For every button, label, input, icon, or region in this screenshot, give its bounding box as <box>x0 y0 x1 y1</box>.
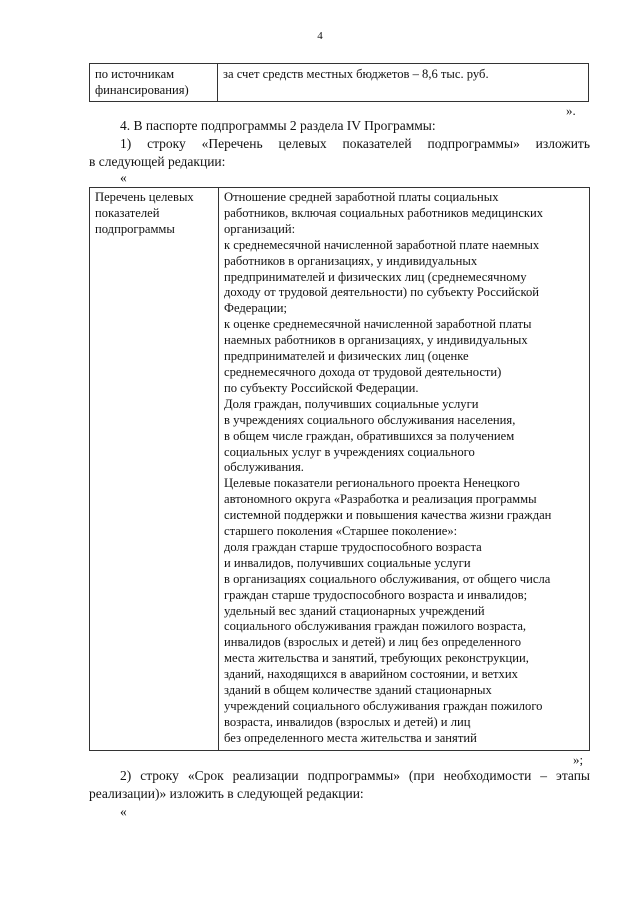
item-1-line: в следующей редакции: <box>89 154 226 169</box>
item-1-paragraph <box>89 135 590 171</box>
indicator-line: старшего поколения «Старшее поколение»: <box>224 524 458 539</box>
financing-label-line: финансирования) <box>95 82 189 97</box>
indicator-line: по субъекту Российской Федерации. <box>224 380 419 395</box>
indicator-line: обслуживания. <box>224 460 304 475</box>
indicators-label-cell <box>90 188 219 751</box>
indicator-line: системной поддержки и повышения качества жизни граждан <box>224 508 552 523</box>
opening-quote-2: « <box>120 804 127 819</box>
indicator-line: Отношение средней заработной платы социальных <box>224 190 499 204</box>
item-1-line: 1) строку «Перечень целевых показателей подпрограммы» изложить <box>120 136 590 151</box>
indicator-line: и инвалидов, получивших социальные услуги <box>224 555 471 570</box>
financing-table <box>89 63 589 102</box>
financing-label-line: по источникам <box>95 67 175 81</box>
indicators-label-line: показателей <box>95 205 160 220</box>
indicator-line: работников, включая социальных работников медицинских <box>224 205 544 220</box>
indicator-line: зданий, находящихся в аварийном состоянии, и ветхих <box>224 667 518 682</box>
indicator-line: предпринимателей и физических лиц (среднемесячному <box>224 269 527 284</box>
indicator-line: места жительства и занятий, требующих реконструкции, <box>224 651 529 666</box>
indicator-line: среднемесячного дохода от трудовой деятельности) <box>224 364 502 379</box>
indicator-line: зданий в общем количестве зданий стационарных <box>224 683 492 698</box>
item-4-line: 4. В паспорте подпрограммы 2 раздела IV Программы: <box>120 118 436 133</box>
indicator-line: без определенного места жительства и занятий <box>224 730 477 745</box>
indicators-value-cell <box>219 188 590 751</box>
indicator-line: граждан старше трудоспособного возраста и инвалидов; <box>224 587 528 602</box>
indicator-line: к среднемесячной начисленной заработной плате наемных <box>224 237 540 252</box>
item-4-paragraph <box>89 117 621 135</box>
indicator-line: социального обслуживания граждан пожилого возраста, <box>224 619 527 634</box>
indicator-line: доходу от трудовой деятельности) по субъекту Российской <box>224 285 539 300</box>
indicator-line: инвалидов (взрослых и детей) и лиц без определенного <box>224 635 522 650</box>
indicator-line: возраста, инвалидов (взрослых и детей) и лиц <box>224 714 471 729</box>
indicator-line: в организациях социального обслуживания, от общего числа <box>224 571 551 586</box>
indicator-line: организаций: <box>224 221 296 236</box>
indicator-line: в общем числе граждан, обратившихся за получением <box>224 428 515 443</box>
page-number: 4 <box>317 30 323 42</box>
indicator-line: автономного округа «Разработка и реализация программы <box>224 492 537 507</box>
item-2-line: 2) строку «Срок реализации подпрограммы» (при необходимости – этапы <box>120 768 590 783</box>
closing-quote-2: »; <box>573 752 584 767</box>
indicator-line: наемных работников в организациях, у индивидуальных <box>224 333 528 348</box>
indicator-line: социальных услуг в учреждениях социального <box>224 444 475 459</box>
indicator-line: к оценке среднемесячной начисленной заработной платы <box>224 317 532 332</box>
indicator-line: работников в организациях, у индивидуальных <box>224 253 478 268</box>
opening-quote-1: « <box>120 170 127 185</box>
closing-quote-1: ». <box>566 103 576 118</box>
item-2-line: реализации)» изложить в следующей редакции: <box>89 786 364 801</box>
indicator-line: удельный вес зданий стационарных учреждений <box>224 603 485 618</box>
financing-value-cell: за счет средств местных бюджетов – 8,6 тыс. руб. <box>218 64 589 102</box>
indicators-table <box>89 187 590 751</box>
item-2-paragraph <box>89 767 590 803</box>
indicator-line: Доля граждан, получивших социальные услуги <box>224 396 479 411</box>
financing-label-cell <box>90 64 218 102</box>
indicator-line: доля граждан старше трудоспособного возраста <box>224 539 482 554</box>
indicator-line: в учреждениях социального обслуживания населения, <box>224 412 516 427</box>
indicators-label-line: Перечень целевых <box>95 190 194 204</box>
indicator-line: Федерации; <box>224 301 287 316</box>
indicators-label-line: подпрограммы <box>95 221 175 236</box>
indicator-line: Целевые показатели регионального проекта Ненецкого <box>224 476 520 491</box>
indicator-line: предпринимателей и физических лиц (оценке <box>224 349 469 364</box>
indicator-line: учреждений социального обслуживания граждан пожилого <box>224 699 543 713</box>
